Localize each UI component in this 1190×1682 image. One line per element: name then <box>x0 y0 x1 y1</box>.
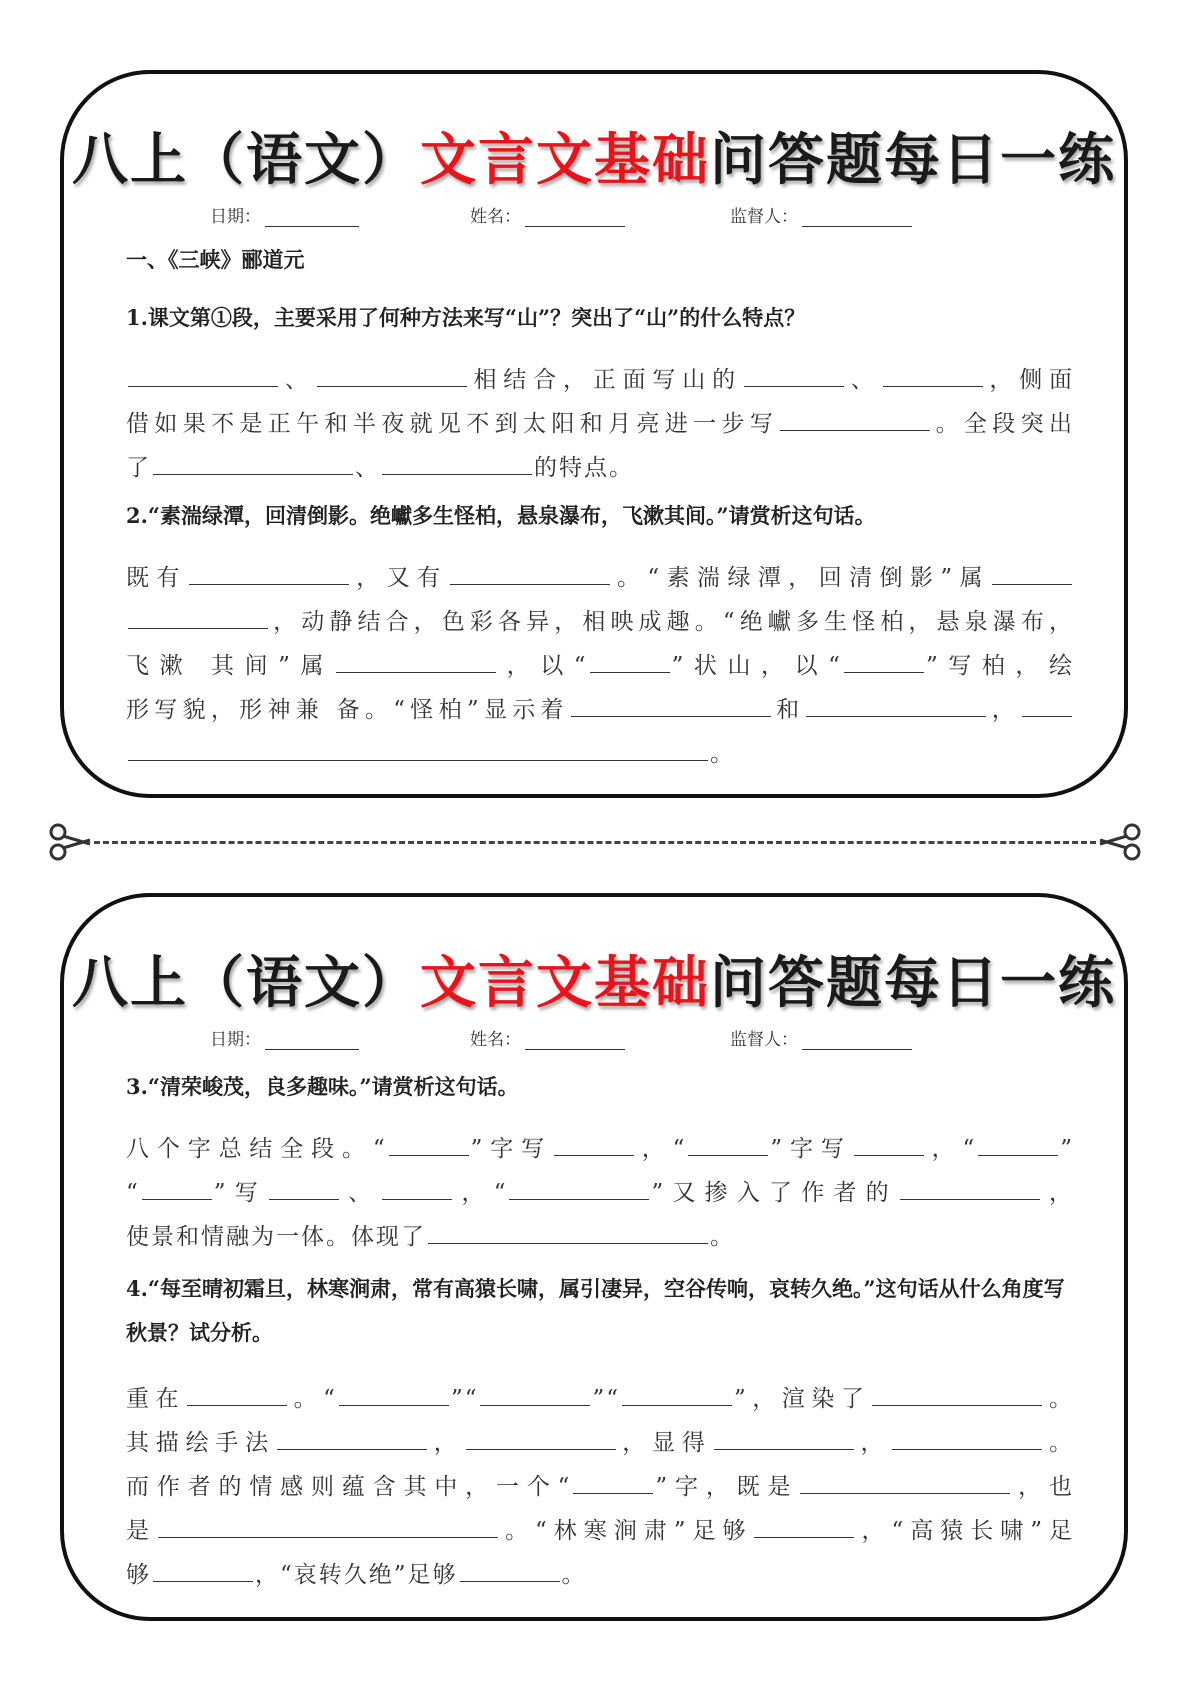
blank[interactable] <box>382 448 532 475</box>
question-2: 2.“素湍绿潭，回清倒影。绝巘多生怪柏，悬泉瀑布，飞漱其间。”请赏析这句话。 <box>126 503 876 528</box>
blank[interactable] <box>466 1423 616 1450</box>
blank[interactable] <box>754 1511 854 1538</box>
blank[interactable] <box>714 1423 854 1450</box>
date-field[interactable] <box>210 202 359 227</box>
blank[interactable] <box>153 1555 253 1582</box>
blank[interactable] <box>450 558 610 585</box>
name-label: 姓名： <box>470 1030 521 1050</box>
blank[interactable] <box>883 360 983 387</box>
worksheet-title <box>64 116 1124 196</box>
blank[interactable] <box>1022 690 1072 717</box>
meta-row <box>64 1025 1124 1055</box>
title-part-topic: 文言文基础 <box>420 950 710 1016</box>
blank[interactable] <box>269 1173 339 1200</box>
blank[interactable] <box>128 602 268 629</box>
supervisor-field[interactable] <box>730 202 912 227</box>
question-1: 1.课文第①段，主要采用了何种方法来写“山”？突出了“山”的什么特点？ <box>126 305 806 330</box>
blank[interactable] <box>688 1129 768 1156</box>
blank[interactable] <box>317 360 467 387</box>
title-part-type: 问答题每日一练 <box>710 950 1116 1016</box>
supervisor-label: 监督人： <box>730 1030 798 1050</box>
blank[interactable] <box>800 1467 1010 1494</box>
supervisor-field[interactable] <box>730 1025 912 1050</box>
name-field[interactable] <box>470 1025 625 1050</box>
blank[interactable] <box>744 360 844 387</box>
blank[interactable] <box>900 1173 1040 1200</box>
blank[interactable] <box>460 1555 560 1582</box>
blank[interactable] <box>571 690 771 717</box>
blank[interactable] <box>187 1379 287 1406</box>
meta-row <box>64 202 1124 232</box>
blank[interactable] <box>128 360 278 387</box>
blank[interactable] <box>339 1379 449 1406</box>
question-3: 3.“清荣峻茂，良多趣味。”请赏析这句话。 <box>126 1074 519 1099</box>
title-part-type: 问答题每日一练 <box>710 127 1116 193</box>
title-part-grade: 八上（语文） <box>72 127 420 193</box>
worksheet-card-2 <box>60 893 1128 1621</box>
name-label: 姓名： <box>470 207 521 227</box>
section-heading: 一、《三峡》郦道元 <box>126 247 305 272</box>
answer-1: 、 相结合，正面写山的 、 ，侧面 借如果不是正午和半夜就见不到太阳和月亮进一步写 。全段突出 了 、 的特点。 <box>126 358 1074 490</box>
question-4: 4.“每至晴初霜旦，林寒涧肃，常有高猿长啸，属引凄异，空谷传响，哀转久绝。”这句话从什么角度写秋景？试分析。 <box>126 1276 1065 1345</box>
blank[interactable] <box>892 1423 1042 1450</box>
title-part-grade: 八上（语文） <box>72 950 420 1016</box>
answer-4: 重在 。“ ”“ ”“ ”，渲染了 。 其描绘手法 ， ，显得 ， 。 而作者的情感则蕴含其中，一个“ ”字，既是 ，也 是 。“林寒涧肃”足够 ，“高猿长啸”足 够 ，“哀转久绝”足够 。 <box>126 1377 1074 1597</box>
blank[interactable] <box>189 558 349 585</box>
blank[interactable] <box>153 448 353 475</box>
blank[interactable] <box>872 1379 1042 1406</box>
answer-2: 既有 ，又有 。“素湍绿潭，回清倒影”属 ，动静结合，色彩各异，相映成趣。“绝巘多生怪柏，悬泉瀑布， 飞漱 其间”属 ，以“ ”状山，以“ ”写柏，绘 形写貌，形神兼 备。“怪柏”显示着 和 ， 。 <box>126 556 1074 776</box>
blank[interactable] <box>854 1129 924 1156</box>
answer-3: 八个字总结全段。“ ”字写 ，“ ”字写 ，“ ” “ ”写 、 ，“ ”又掺入了作者的 ， 使景和情融为一体。体现了 。 <box>126 1127 1074 1259</box>
scissors-icon <box>48 822 92 862</box>
blank[interactable] <box>480 1379 590 1406</box>
cut-line-divider <box>48 820 1142 864</box>
blank[interactable] <box>844 646 924 673</box>
blank[interactable] <box>142 1173 212 1200</box>
blank[interactable] <box>590 646 670 673</box>
date-label: 日期： <box>210 207 261 227</box>
blank[interactable] <box>622 1379 732 1406</box>
blank[interactable] <box>336 646 496 673</box>
blank[interactable] <box>573 1467 653 1494</box>
blank[interactable] <box>554 1129 634 1156</box>
blank[interactable] <box>277 1423 427 1450</box>
blank[interactable] <box>128 734 708 761</box>
scissors-icon <box>1098 822 1142 862</box>
blank[interactable] <box>780 404 930 431</box>
title-part-topic: 文言文基础 <box>420 127 710 193</box>
worksheet-title <box>64 939 1124 1019</box>
date-field[interactable] <box>210 1025 359 1050</box>
blank[interactable] <box>158 1511 498 1538</box>
date-label: 日期： <box>210 1030 261 1050</box>
blank[interactable] <box>978 1129 1058 1156</box>
blank[interactable] <box>382 1173 452 1200</box>
name-field[interactable] <box>470 202 625 227</box>
blank[interactable] <box>509 1173 649 1200</box>
blank[interactable] <box>389 1129 469 1156</box>
supervisor-label: 监督人： <box>730 207 798 227</box>
blank[interactable] <box>428 1217 708 1244</box>
worksheet-card-1 <box>60 70 1128 798</box>
blank[interactable] <box>806 690 986 717</box>
blank[interactable] <box>992 558 1072 585</box>
